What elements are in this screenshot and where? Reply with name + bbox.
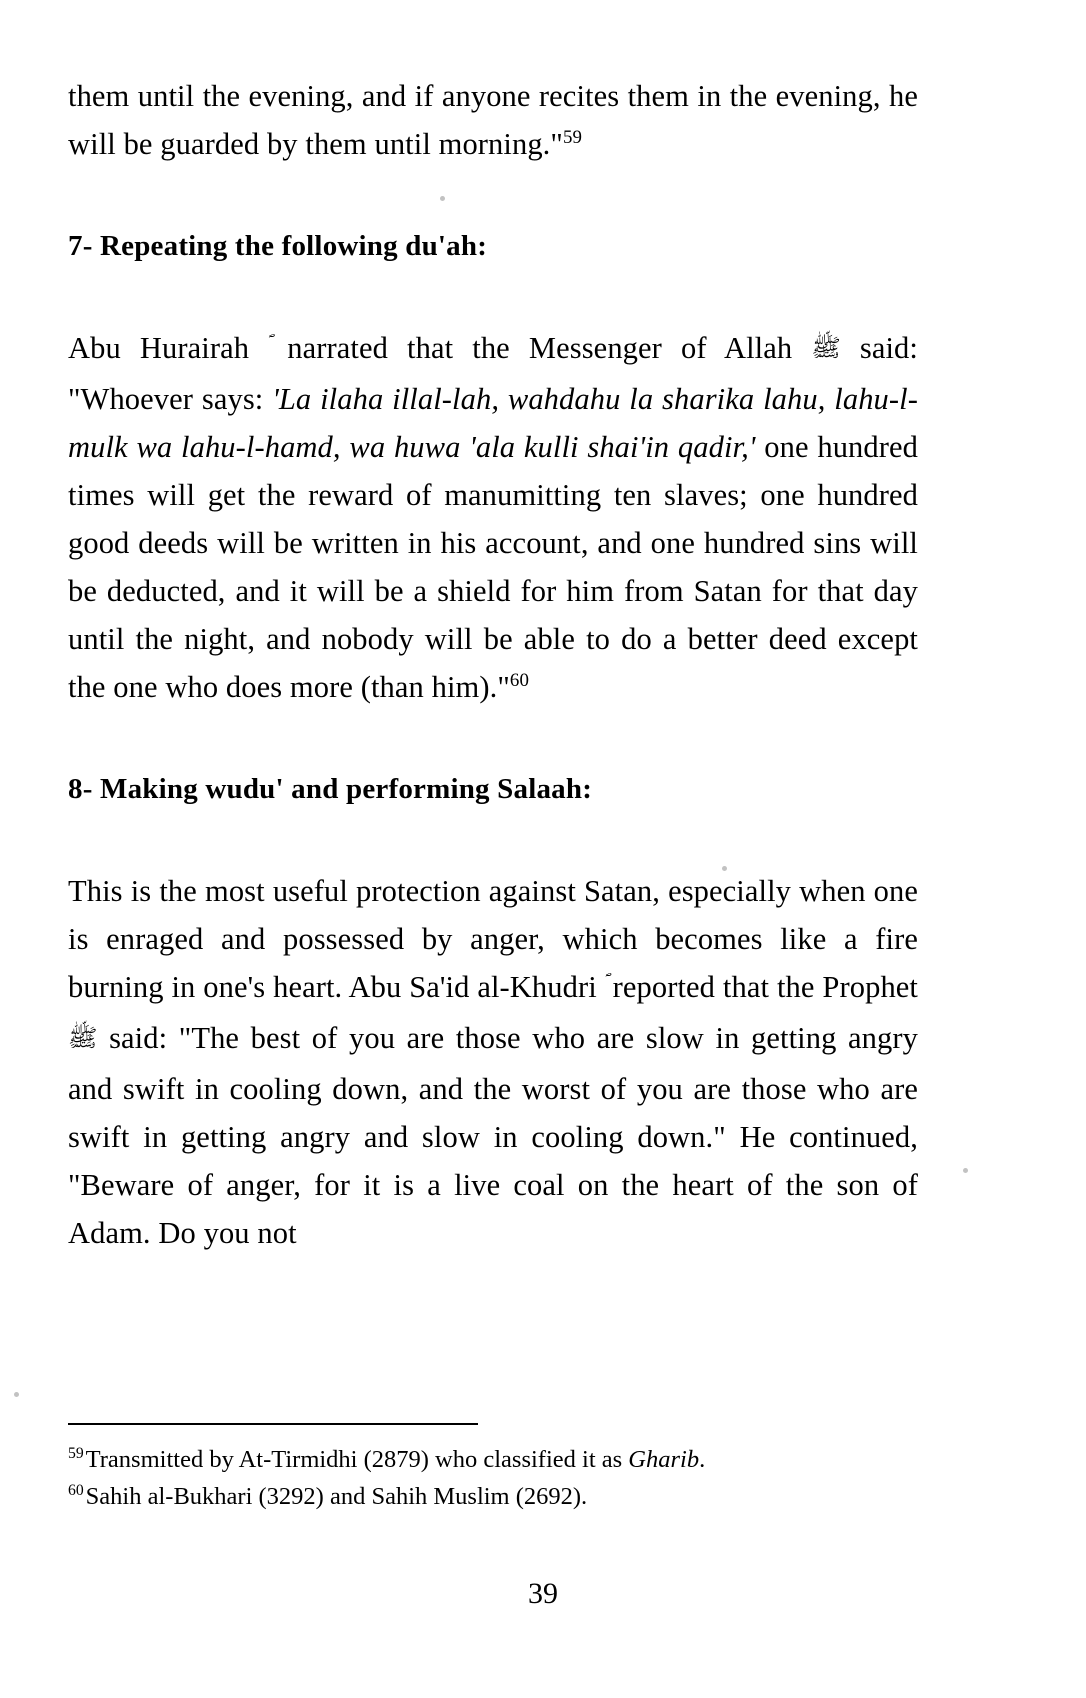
arabic-transliteration: 'La ilaha illal-lah, wahdahu la sharika lahu, lahu-l-mulk wa lahu-l-hamd, wa huwa 'ala kulli shai'in qadir,'	[68, 382, 918, 464]
scan-speck	[14, 1392, 19, 1397]
footnote-italic-term: Gharib	[628, 1446, 700, 1473]
scan-speck	[963, 1168, 968, 1173]
wudu-text-part-1: This is the most useful protection against Satan, especially when one is enraged and possessed by anger, which becomes like a fire burning in one's heart. Abu Sa'id al-Khudri	[68, 874, 918, 1004]
continued-paragraph-text: them until the evening, and if anyone recites them in the evening, he will be guarded by them until morning."	[68, 79, 918, 161]
hadith-text-part-4: one hundred times will get the reward of manumitting ten slaves; one hundred good deeds will be written in his account, and one hundred sins will be deducted, and it will be a shield for him from Satan for that day until the night, and nobody will be able to do a better deed except the one who does more (than him)."	[68, 430, 919, 704]
footnote-item	[68, 1441, 918, 1478]
footnote-ref-60[interactable]: 60	[509, 669, 530, 691]
page-content	[68, 72, 918, 1257]
footnote-separator-rule	[68, 1423, 478, 1425]
spacer	[68, 809, 918, 867]
footnote-item	[68, 1478, 918, 1515]
footnote-number: 59	[68, 1444, 84, 1462]
spacer	[68, 168, 918, 226]
hadith-text-part-2: narrated that the Messenger of Allah	[268, 331, 812, 365]
footnote-section	[68, 1423, 918, 1515]
sallallahu-alayhi-wasallam-icon: ﷺ	[811, 335, 841, 363]
wudu-text-part-3: said: "The best of you are those who are slow in getting angry and swift in cooling down, and the worst of you are those who are swift in getting angry and slow in cooling down." He continued, "Beware of anger, for it is a live coal on the heart of the son of Adam. Do you not	[68, 1021, 918, 1250]
footnote-ref-59[interactable]: 59	[562, 126, 583, 148]
page-number: 39	[528, 1577, 558, 1610]
footnote-text: Sahih al-Bukhari (3292) and Sahih Muslim (2692).	[85, 1483, 588, 1510]
hadith-paragraph	[68, 324, 918, 711]
spacer	[68, 711, 918, 769]
section-heading-7: 7- Repeating the following du'ah:	[68, 230, 488, 262]
sallallahu-alayhi-wasallam-icon: ﷺ	[68, 1025, 98, 1053]
footnote-text: Transmitted by At-Tirmidhi (2879) who classified it as	[85, 1446, 629, 1473]
continued-paragraph	[68, 72, 918, 168]
spacer	[68, 266, 918, 324]
footnote-number: 60	[68, 1481, 84, 1499]
section-heading-8: 8- Making wudu' and performing Salaah:	[68, 773, 593, 805]
wudu-paragraph	[68, 867, 918, 1257]
hadith-text-part-3: said: "Whoever says:	[68, 331, 918, 416]
footnote-text-tail: .	[699, 1446, 706, 1473]
hadith-text-part-1: Abu Hurairah	[68, 331, 269, 365]
wudu-text-part-2: reported that the Prophet	[604, 970, 919, 1004]
